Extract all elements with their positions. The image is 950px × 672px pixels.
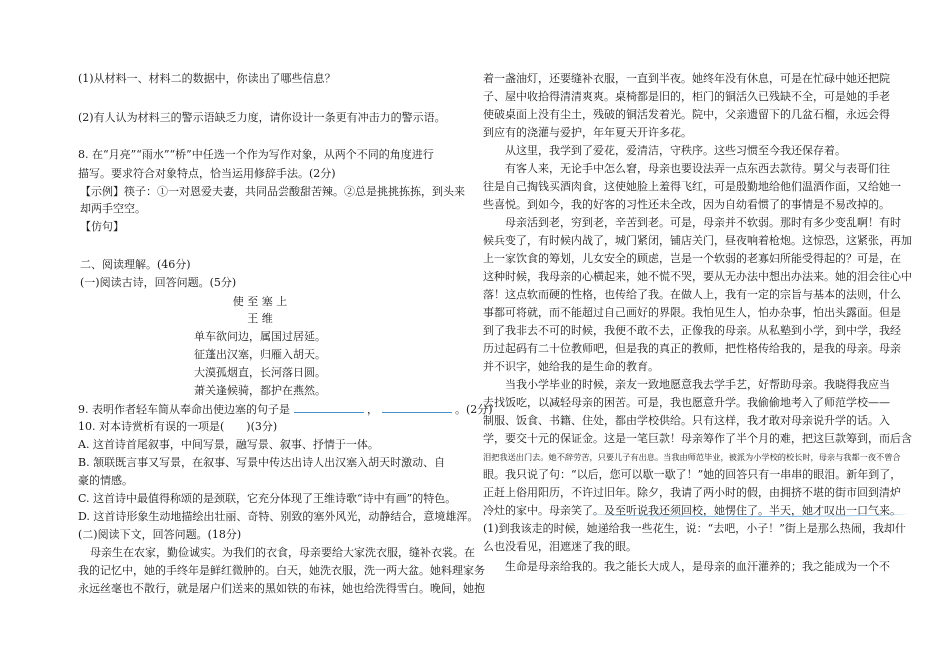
- question-8: 8. 在“月亮”“雨水”“桥”中任选一个作为写作对象，从两个不同的角度进行: [78, 148, 434, 161]
- example-line-cont: 却两手空空。: [80, 202, 146, 215]
- question-2: (2)有人认为材料三的警示语缺乏力度，请你设计一条更有冲击力的警示语。: [78, 111, 446, 124]
- passage-line: 历过起码有二十位教师吧，但是我的真正的教师，把性格传给我的，是我的母亲。母亲: [483, 342, 901, 355]
- passage-line: 子、屋中收拾得清清爽爽。桌椅都是旧的，柜门的铜活久已残缺不全，可是她的手老: [483, 90, 890, 103]
- poem-line: 单车欲问边，属国过居延。: [194, 330, 326, 343]
- passage-line: 候兵变了，有时候内战了，城门紧闭，铺店关门，昼夜响着枪炮。这惊恐，这紧张，再加: [483, 234, 912, 247]
- section-2-heading: 二、阅读理解。(46分): [80, 258, 191, 271]
- question-9-score: 。(2分): [455, 403, 493, 416]
- poem-line: 大漠孤烟直，长河落日圆。: [194, 366, 326, 379]
- passage-line: 从这里，我学到了爱花，爱清洁，守秩序。这些习惯至今我还保存着。: [483, 144, 846, 157]
- imitate-label: 【仿句】: [80, 220, 124, 233]
- wavy-underline: [587, 510, 907, 517]
- poem-title: 使 至 塞 上: [232, 295, 288, 308]
- poem-line: 萧关逢候骑，都护在燕然。: [194, 384, 326, 397]
- passage-line: 眼。我只说了句：“以后，您可以歇一歇了！”她的回答只有一串串的眼泪。新年到了，: [483, 468, 902, 481]
- passage-line: 母亲生在农家，勤俭诚实。为我们的衣食，母亲要给大家洗衣服，缝补衣裳。在: [90, 546, 475, 559]
- passage-line: 当我小学毕业的时候，亲友一致地愿意我去学手艺，好帮助母亲。我晓得我应当: [483, 378, 890, 391]
- question-9-separator: ，: [367, 403, 378, 416]
- passage-line: 些喜悦。到如今，我的好客的习性还未全改，因为自幼看惯了的事情是不易改掉的。: [483, 198, 890, 211]
- passage-line: 到了我非去不可的时候，我便不敢不去，正像我的母亲。从私塾到小学，到中学，我经: [483, 324, 901, 337]
- passage-line: 我的记忆中，她的手终年是鲜红微肿的。白天，她洗衣服，洗一两大盆。她料理家务: [78, 564, 485, 577]
- question-1: (1)从材料一、材料二的数据中，你读出了哪些信息？: [78, 72, 336, 85]
- option-a: A. 这首诗首尾叙事，中间写景，融写景、叙事、抒情于一体。: [78, 438, 379, 451]
- option-b-cont: 豪的情感。: [78, 474, 133, 487]
- passage-line: 永远丝毫也不散行，就是屠户们送来的黑如铁的布袜，她也给洗得雪白。晚间，她抱: [78, 582, 485, 595]
- passage-line-marked: 冷灶的家中。母亲笑了。及至听说我还须回校，她愣住了。半天，她才叹出一口气来。: [483, 504, 901, 517]
- passage-line: 往是自己掏钱买酒肉食，这使她脸上羞得飞红，可是殷勤地给他们温酒作面，又给她一: [483, 180, 901, 193]
- passage-line: 事都可将就，而不能超过自己画好的界限。我怕见生人，怕办杂事，怕出头露面。但是: [483, 306, 901, 319]
- question-9-text: 9. 表明作者轻车简从奉命出使边塞的句子是: [78, 403, 290, 416]
- answer-blank-1[interactable]: [294, 402, 364, 413]
- passage-line: 泪把我送出门去。她不辞劳苦，只要儿子有出息。当我由师范毕业，被派为小学校的校长时，母亲与我都一夜不曾合: [483, 452, 901, 462]
- subsection-2-heading: (二)阅读下文，回答问题。(18分): [78, 528, 242, 541]
- subsection-1-heading: (一)阅读古诗，回答问题。(5分): [80, 276, 237, 289]
- passage-line: 落！这点软而硬的性格，也传给了我。在做人上，我有一定的宗旨与基本的法则，什么: [483, 288, 901, 301]
- passage-line: 着一盏油灯，还要缝补衣服，一直到半夜。她终年没有休息，可是在忙碌中她还把院: [483, 72, 890, 85]
- passage-line: (1)到我该走的时候，她递给我一些花生，说：“去吧，小子！”街上是那么热闹，我却什: [483, 522, 906, 535]
- passage-line: 到应有的浇灌与爱护，年年夏天开许多花。: [483, 126, 692, 139]
- question-8-cont: 描写。要求符合对象特点，恰当运用修辞手法。(2分): [78, 167, 336, 180]
- example-line: 【示例】筷子：①一对恩爱夫妻，共同品尝酸甜苦辣。②总是挑挑拣拣，到头来: [80, 185, 465, 198]
- passage-line: 制服、饭食、书籍、住处，都由学校供给。只有这样，我才敢对母亲说升学的话。入: [483, 414, 890, 427]
- question-9: [78, 402, 493, 417]
- passage-line: 正赶上俗用阳历，不许过旧年。除夕，我请了两小时的假，由拥挤不堪的街市回到清炉: [483, 486, 901, 499]
- passage-line: 上一家饮食的筹划，儿女安全的顾虑，岂是一个软弱的老寡妇所能受得起的？可是，在: [483, 252, 901, 265]
- option-b: B. 颔联既言事又写景，在叙事、写景中传达出诗人出汉塞入胡天时激动、自: [78, 456, 446, 469]
- passage-line: 并不识字，她给我的是生命的教育。: [483, 360, 659, 373]
- passage-line: 母亲活到老，穷到老，辛苦到老。可是，母亲并不软弱。那时有多少变乱啊！有时: [483, 216, 901, 229]
- passage-line: 学，要交十元的保证金。这是一笔巨款！母亲筹作了半个月的难，把这巨款筹到，而后含: [483, 432, 912, 445]
- passage-line: 使破桌面上没有尘土，残破的铜活发着光。院中，父亲遗留下的几盆石榴，永远会得: [483, 108, 890, 121]
- passage-line: 么也没看见，泪遮迷了我的眼。: [483, 540, 637, 553]
- option-d: D. 这首诗形象生动地描绘出壮丽、奇特、别致的塞外风光，动静结合，意境雄浑。: [78, 510, 479, 523]
- poem-author: 王 维: [247, 312, 273, 325]
- question-10: 10. 对本诗赏析有误的一项是( )(3分): [78, 420, 278, 433]
- option-c: C. 这首诗中最值得称颂的是颈联，它充分体现了王维诗歌“诗中有画”的特色。: [78, 492, 457, 505]
- passage-line: 生命是母亲给我的。我之能长大成人，是母亲的血汗灌养的；我之能成为一个不: [483, 560, 890, 573]
- passage-line: 这种时候，我母亲的心横起来，她不慌不哭，要从无办法中想出办法来。她的泪会往心中: [483, 270, 912, 283]
- poem-line: 征蓬出汉塞，归雁入胡天。: [194, 348, 326, 361]
- answer-blank-2[interactable]: [382, 402, 452, 413]
- passage-line: 有客人来，无论手中怎么窘，母亲也要设法弄一点东西去款待。舅父与表哥们往: [483, 162, 890, 175]
- passage-line: 去找饭吃，以减轻母亲的困苦。可是，我也愿意升学。我偷偷地考入了师范学校——: [483, 396, 890, 409]
